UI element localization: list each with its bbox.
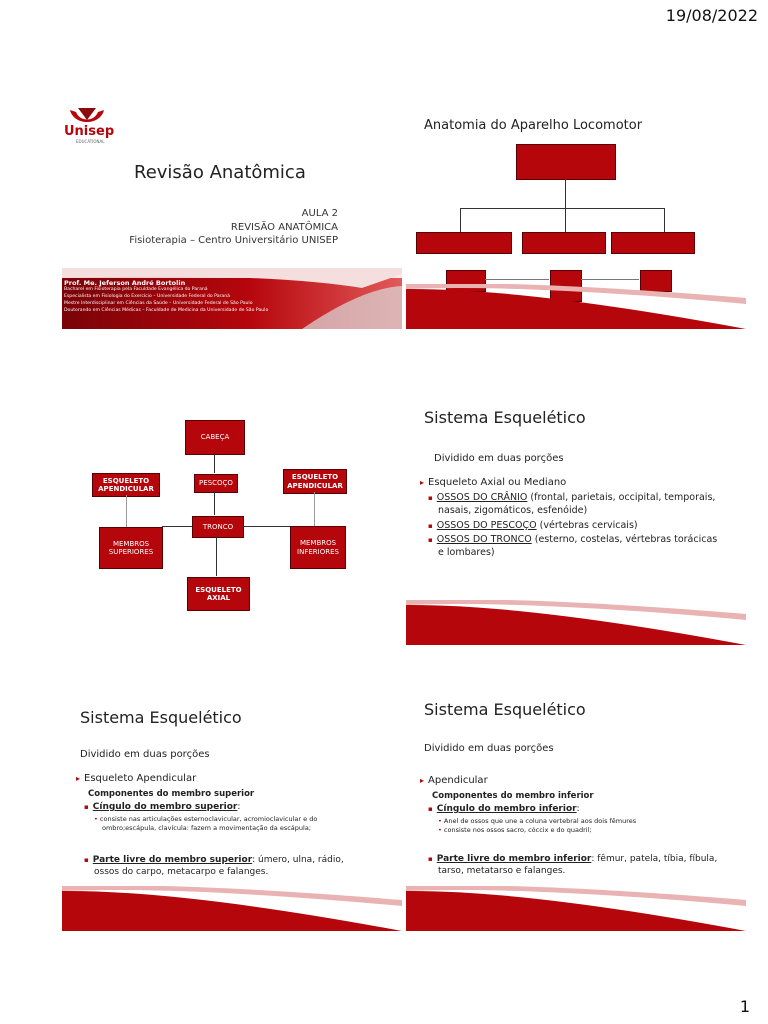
square-bullet-icon: ▪ [428, 805, 433, 813]
slide-6 [406, 676, 746, 931]
slide-6-bullet [420, 774, 488, 788]
slide-5-item2: ▪ Parte livre do membro superior: úmero, ulna, rádio, ossos do carpo, metacarpo e falanges. [84, 855, 344, 878]
slide-swoosh [406, 600, 746, 645]
slide-6-item2: ▪ Parte livre do membro inferior: fêmur, patela, tíbia, fíbula, tarso, metatarso e falanges. [428, 854, 718, 877]
box-cabeca: CABEÇA [185, 420, 245, 455]
slide-3 [62, 390, 402, 645]
slide-5-item1: ▪ Cíngulo do membro superior: [84, 802, 241, 812]
list-item: ▪ OSSOS DO CRÂNIO (frontal, parietais, occipital, temporais, nasais, zigomáticos, esfenóide) [428, 492, 716, 516]
square-bullet-icon: ▪ [428, 855, 433, 863]
box-membros-superiores: MEMBROS SUPERIORES [99, 527, 163, 569]
print-date: 19/08/2022 [665, 6, 758, 25]
slide-6-title: Sistema Esquelético [424, 700, 586, 719]
box-membros-inferiores: MEMBROS INFERIORES [290, 526, 346, 569]
credential-4: Doutorando em Ciências Médicas – Faculdade de Medicina da Universidade de São Paulo [64, 307, 269, 313]
triangle-bullet-icon: ▸ [76, 774, 81, 783]
slide-4-intro: Dividido em duas porções [434, 453, 564, 464]
slide-6-item1-details [438, 817, 728, 835]
slide-6-subhead: Componentes do membro inferior [432, 791, 594, 801]
box-pescoco: PESCOÇO [194, 474, 238, 493]
slide-2 [406, 74, 746, 329]
author-banner [62, 268, 402, 329]
slide-5-bullet-text: Esqueleto Apendicular [84, 773, 197, 784]
diagram-box-level2-1 [416, 232, 512, 254]
slide-4 [406, 390, 746, 645]
credential-1: Bacharel em Fisioterapia pela Faculdade Evangélica do Paraná [64, 287, 208, 292]
square-bullet-icon: ▪ [84, 856, 89, 864]
course-info [98, 207, 338, 248]
logo-subtext: EDUCATIONAL [76, 139, 105, 144]
dot-bullet-icon: • [438, 817, 444, 825]
square-bullet-icon: ▪ [428, 521, 433, 530]
slide-6-item1: ▪ Cíngulo do membro inferior: [428, 804, 580, 814]
page-number: 1 [739, 997, 750, 1016]
slide-2-title: Anatomia do Aparelho Locomotor [424, 118, 643, 133]
slide-4-bullet-text: Esqueleto Axial ou Mediano [428, 477, 567, 488]
slide-swoosh [406, 284, 746, 329]
slide-4-items [428, 492, 718, 560]
diagram-box-root [516, 144, 616, 180]
author-credentials [64, 287, 268, 315]
diagram-box-level2-3 [611, 232, 695, 254]
list-item: • Anel de ossos que une a coluna vertebral aos dois fêmures [438, 817, 637, 825]
square-bullet-icon: ▪ [84, 803, 89, 811]
slide-6-bullet-text: Apendicular [428, 775, 488, 786]
slide-5-intro: Dividido em duas porções [80, 749, 210, 760]
course-line-2: REVISÃO ANATÔMICA [230, 221, 338, 233]
course-line-3: Fisioterapia – Centro Universitário UNISEP [129, 235, 338, 246]
slide-swoosh [62, 886, 402, 931]
box-esqueleto-axial: ESQUELETO AXIAL [187, 577, 250, 611]
box-tronco: TRONCO [192, 516, 244, 538]
slide-5-bullet [76, 772, 196, 786]
list-item: • consiste nos ossos sacro, cóccix e do quadril; [438, 825, 592, 834]
slide-1-title: Revisão Anatômica [134, 162, 306, 183]
list-item: ▪ OSSOS DO TRONCO (esterno, costelas, vértebras torácicas e lombares) [428, 534, 718, 559]
box-esqueleto-apendicular-right: ESQUELETO APENDICULAR [283, 469, 347, 494]
slide-5-subhead: Componentes do membro superior [88, 789, 255, 799]
course-line-1: AULA 2 [301, 208, 338, 219]
slide-6-intro: Dividido em duas porções [424, 743, 554, 754]
triangle-bullet-icon: ▸ [420, 776, 425, 785]
slide-5 [62, 676, 402, 931]
credential-3: Mestre Interdisciplinar em Ciências da Saúde – Universidade Federal de São Paulo [64, 300, 253, 306]
square-bullet-icon: ▪ [428, 536, 433, 545]
list-item: ▪ OSSOS DO PESCOÇO (vértebras cervicais) [428, 519, 638, 531]
slide-swoosh [406, 886, 746, 931]
author-name: Prof. Me. Jeferson André Bortolin [64, 279, 186, 287]
box-esqueleto-apendicular-left: ESQUELETO APENDICULAR [92, 473, 160, 497]
slide-4-bullet [420, 476, 566, 490]
triangle-bullet-icon: ▸ [420, 478, 425, 487]
square-bullet-icon: ▪ [428, 494, 433, 502]
dot-bullet-icon: • [94, 815, 100, 823]
slide-5-item1-detail: • consiste nas articulações esternoclavicular, acromioclavicular e do ombro;escápula, clavícula: fazem a movimentação da escápula; [94, 815, 318, 832]
slide-4-title: Sistema Esquelético [424, 408, 586, 427]
logo-text: Unisep [64, 124, 115, 139]
dot-bullet-icon: • [438, 825, 444, 834]
slide-5-title: Sistema Esquelético [80, 708, 242, 727]
diagram-box-level2-2 [522, 232, 606, 254]
credential-2: Especialista em Fisiologia do Exercício – Universidade Federal do Paraná [64, 293, 230, 299]
slide-1 [62, 74, 402, 329]
